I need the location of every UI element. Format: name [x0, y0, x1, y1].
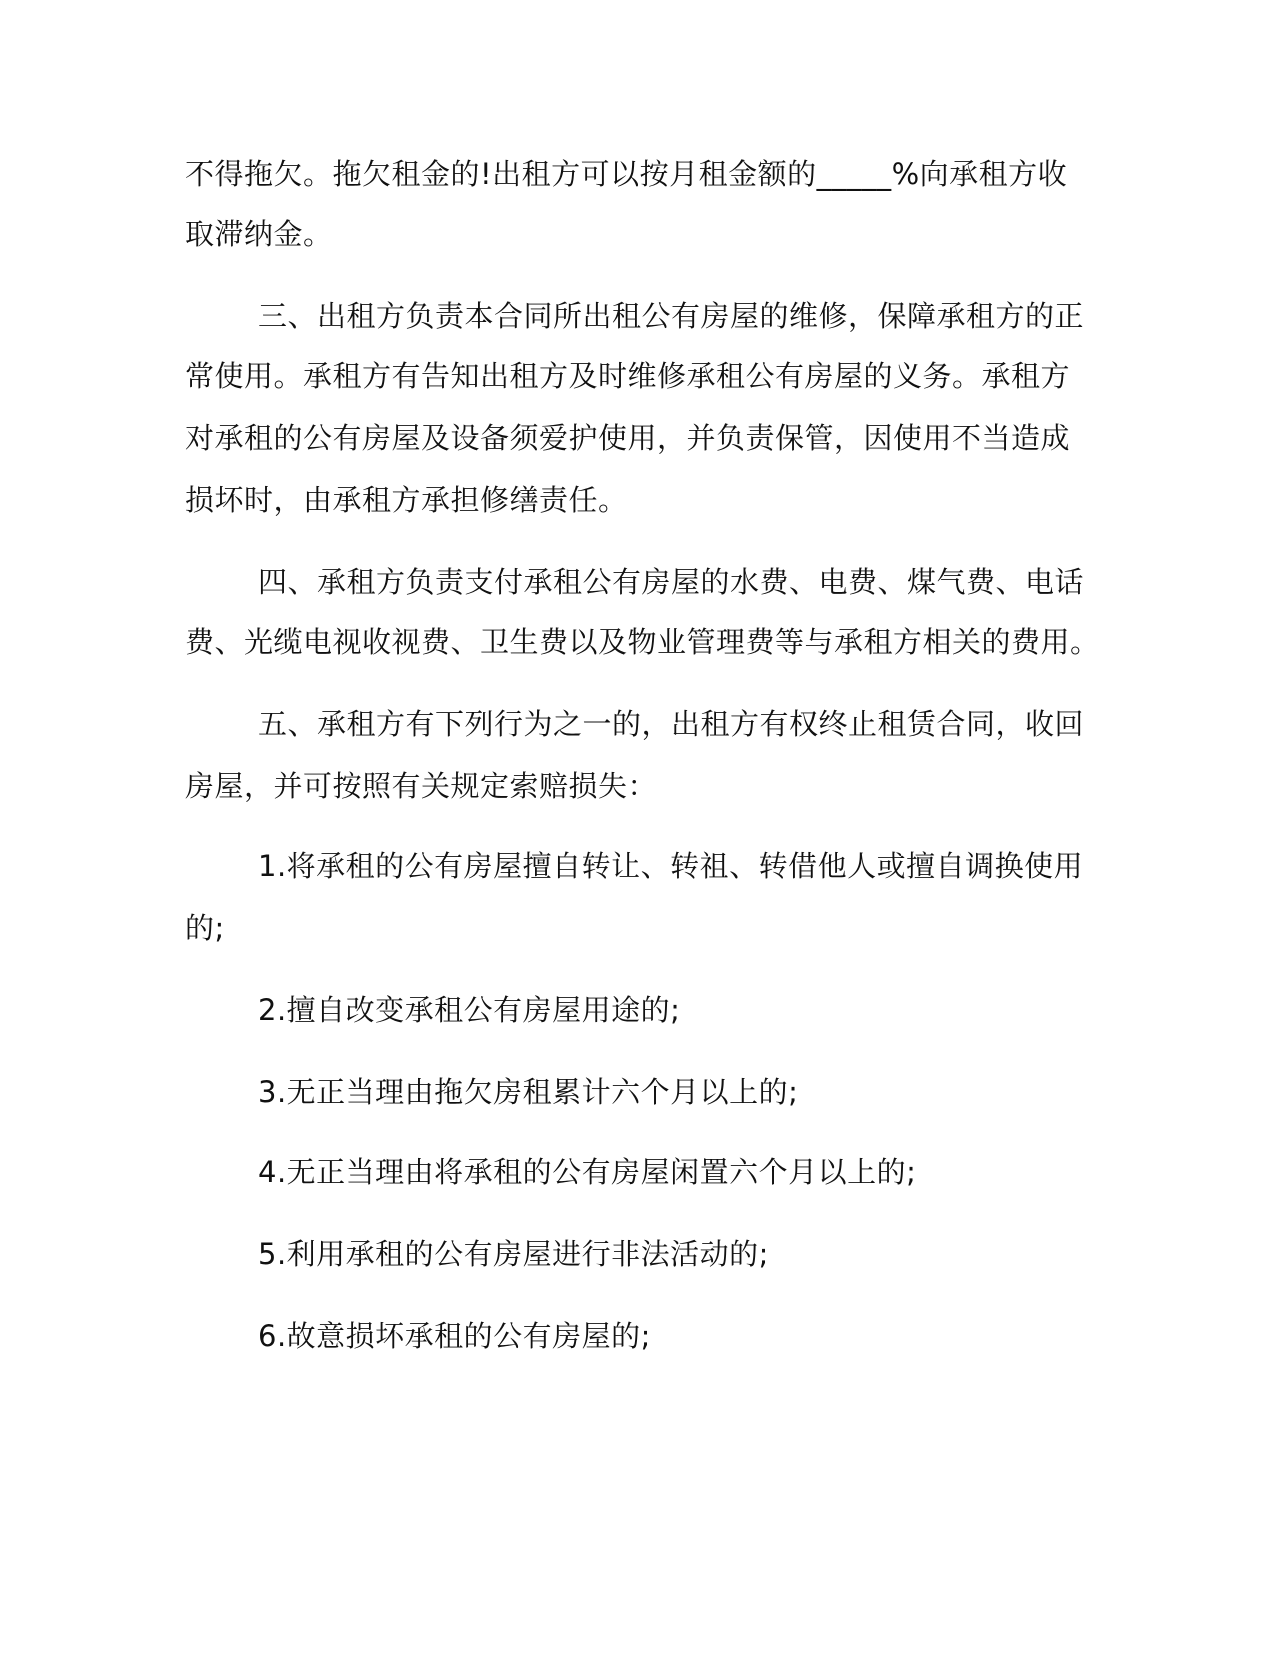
paragraph-2-line-2: 不得拖欠。拖欠租金的!出租方可以按月租金额的_____%向承租方收	[185, 157, 1068, 191]
list-item-5: 5.利用承租的公有房屋进行非法活动的;	[258, 1237, 769, 1271]
paragraph-3-line-4: 损坏时，由承租方承担修缮责任。	[185, 483, 628, 517]
paragraph-3-line-1: 三、出租方负责本合同所出租公有房屋的维修，保障承租方的正	[258, 299, 1085, 333]
list-item-6: 6.故意损坏承租的公有房屋的;	[258, 1319, 651, 1353]
list-item-3: 3.无正当理由拖欠房租累计六个月以上的;	[258, 1075, 799, 1109]
list-item-1-line-2: 的;	[185, 911, 225, 945]
list-item-2: 2.擅自改变承租公有房屋用途的;	[258, 993, 681, 1027]
paragraph-5-line-2: 房屋，并可按照有关规定索赔损失：	[185, 769, 658, 803]
paragraph-5-line-1: 五、承租方有下列行为之一的，出租方有权终止租赁合同，收回	[258, 707, 1085, 741]
list-item-1-line-1: 1.将承租的公有房屋擅自转让、转祖、转借他人或擅自调换使用	[258, 849, 1084, 883]
paragraph-2-line-3: 取滞纳金。	[185, 217, 333, 251]
paragraph-4-line-2: 费、光缆电视收视费、卫生费以及物业管理费等与承租方相关的费用。	[185, 625, 1100, 659]
paragraph-3-line-3: 对承租的公有房屋及设备须爱护使用，并负责保管，因使用不当造成	[185, 421, 1071, 455]
list-item-4: 4.无正当理由将承租的公有房屋闲置六个月以上的;	[258, 1155, 917, 1189]
paragraph-4-line-1: 四、承租方负责支付承租公有房屋的水费、电费、煤气费、电话	[258, 565, 1085, 599]
paragraph-3-line-2: 常使用。承租方有告知出租方及时维修承租公有房屋的义务。承租方	[185, 359, 1071, 393]
